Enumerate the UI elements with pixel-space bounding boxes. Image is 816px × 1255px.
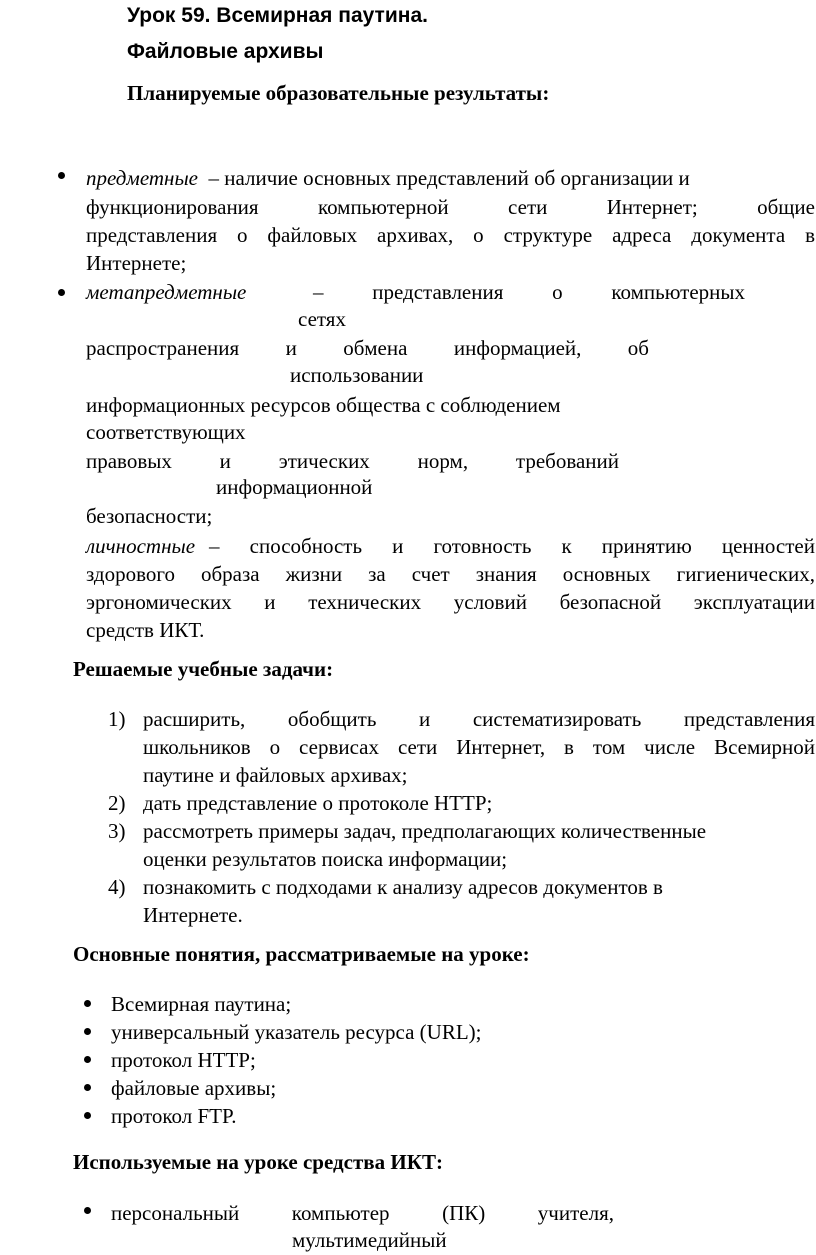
meta-line-7: правовых и этических норм, требований — [86, 449, 619, 473]
personal-results-line-1 — [86, 532, 815, 560]
task-number: 2) — [108, 791, 126, 815]
bullet-icon — [58, 172, 65, 179]
task-1-line-3: паутине и файловых архивах; — [143, 763, 408, 787]
subject-results-line-4: Интернете; — [86, 251, 187, 275]
task-number: 3) — [108, 819, 126, 843]
meta-line-1: – представления о компьютерных — [313, 280, 745, 304]
concept-item: протокол HTTP; — [111, 1048, 256, 1072]
concepts-heading: Основные понятия, рассматриваемые на уроке: — [73, 942, 530, 966]
bullet-icon — [84, 1207, 91, 1214]
bullet-icon — [84, 1000, 91, 1007]
task-number: 1) — [108, 707, 126, 731]
subject-results-line-2: функционирования компьютерной сети Интернет; общие — [86, 195, 815, 219]
personal-text: – способность и готовность к принятию ценностей — [209, 534, 815, 558]
bullet-icon — [84, 1028, 91, 1035]
meta-line-4: использовании — [290, 363, 424, 387]
personal-results-line-4: средств ИКТ. — [86, 618, 205, 642]
bullet-icon — [58, 289, 65, 296]
task-3-line-1: рассмотреть примеры задач, предполагающих количественные — [143, 819, 707, 843]
concept-item: файловые архивы; — [111, 1076, 277, 1100]
subject-text: – наличие основных представлений об организации и — [208, 166, 690, 190]
task-4-line-1: познакомить с подходами к анализу адресов документов в — [143, 875, 663, 899]
bullet-icon — [84, 1084, 91, 1091]
task-4-line-2: Интернете. — [143, 903, 243, 927]
meta-line-6: соответствующих — [86, 420, 246, 444]
lesson-title: Урок 59. Всемирная паутина. — [127, 4, 428, 27]
task-number: 4) — [108, 875, 126, 899]
tools-heading: Используемые на уроке средства ИКТ: — [73, 1150, 443, 1174]
task-1-line-2: школьников о сервисах сети Интернет, в том числе Всемирной — [143, 735, 815, 759]
personal-term: личностные — [86, 534, 196, 558]
tool-item-line-2: мультимедийный — [292, 1228, 447, 1252]
personal-results-line-2: здорового образа жизни за счет знания основных гигиенических, — [86, 562, 815, 586]
concept-item: протокол FTP. — [111, 1104, 237, 1128]
bullet-icon — [84, 1056, 91, 1063]
meta-line-9: безопасности; — [86, 504, 213, 528]
concept-item: универсальный указатель ресурса (URL); — [111, 1020, 482, 1044]
meta-line-3: распространения и обмена информацией, об — [86, 336, 649, 360]
meta-line-2: сетях — [298, 307, 346, 331]
subject-results-line-3: представления о файловых архивах, о структуре адреса документа в — [86, 223, 815, 247]
personal-results-line-3: эргономических и технических условий безопасной эксплуатации — [86, 590, 815, 614]
task-2-line-1: дать представление о протоколе HTTP; — [143, 791, 493, 815]
lesson-subtitle: Файловые архивы — [127, 40, 324, 63]
task-3-line-2: оценки результатов поиска информации; — [143, 847, 508, 871]
tool-item-line-1: персональный компьютер (ПК) учителя, — [111, 1201, 614, 1225]
meta-line-8: информационной — [216, 475, 373, 499]
subject-results-line-1 — [86, 164, 690, 192]
concept-item: Всемирная паутина; — [111, 992, 292, 1016]
meta-line-5: информационных ресурсов общества с соблюдением — [86, 393, 561, 417]
meta-term: метапредметные — [86, 280, 247, 304]
subject-term: предметные — [86, 166, 198, 190]
task-1-line-1: расширить, обобщить и систематизировать представления — [143, 707, 815, 731]
bullet-icon — [84, 1112, 91, 1119]
results-heading: Планируемые образовательные результаты: — [127, 81, 550, 105]
tasks-heading: Решаемые учебные задачи: — [73, 657, 334, 681]
